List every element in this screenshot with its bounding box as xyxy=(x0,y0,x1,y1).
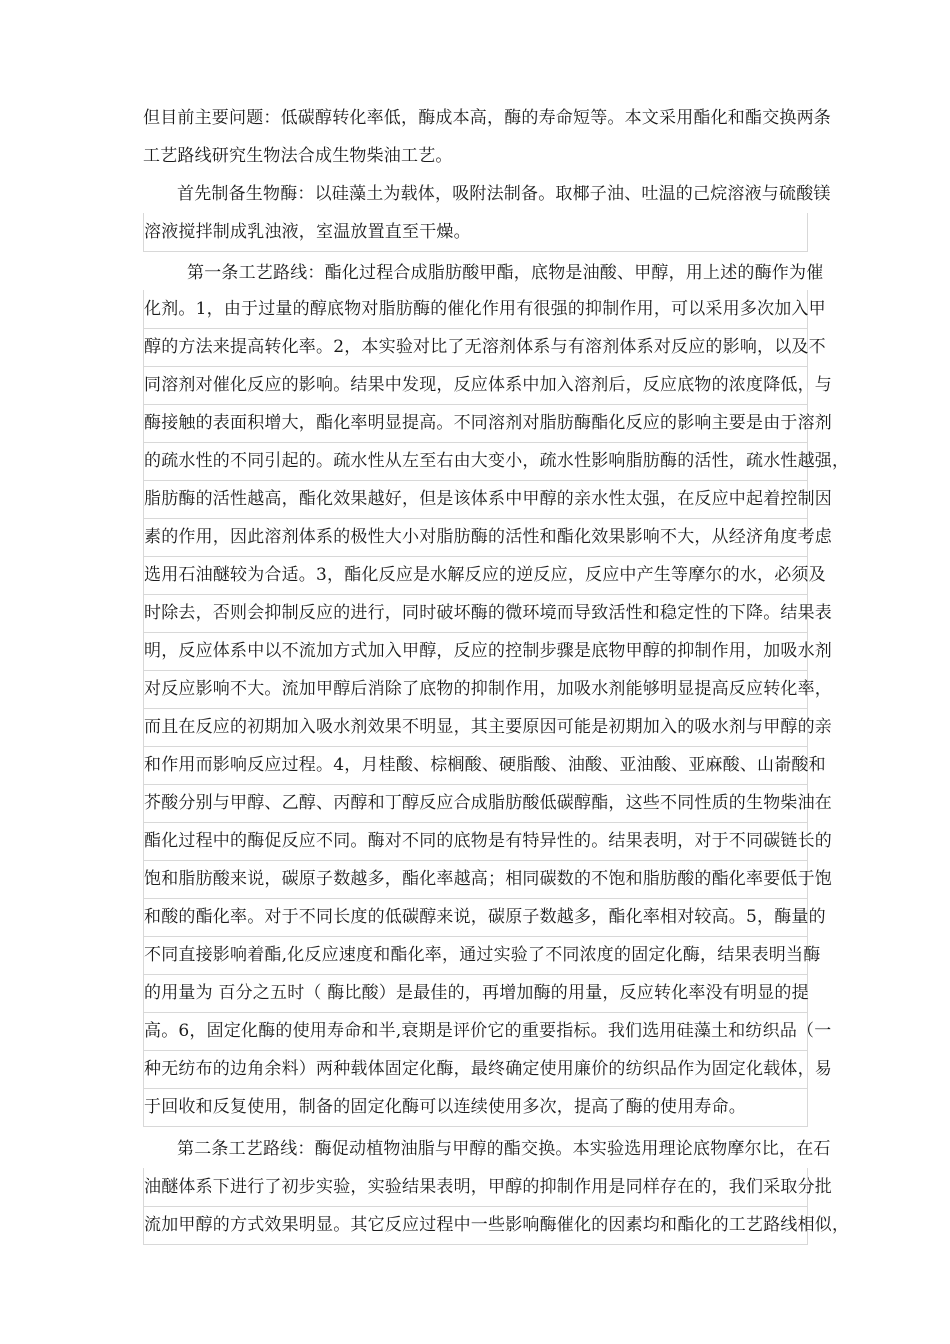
text-line: 素的作用，因此溶剂体系的极性大小对脂肪酶的活性和酯化效果影响不大，从经济角度考虑 xyxy=(143,518,808,557)
text-line: 时除去，否则会抑制反应的进行，同时破坏酶的微环境而导致活性和稳定性的下降。结果表 xyxy=(143,594,808,633)
text-line: 种无纺布的边角余料）两种载体固定化酶，最终确定使用廉价的纺织品作为固定化载体，易 xyxy=(143,1050,808,1089)
text-line: 首先制备生物酶：以硅藻土为载体，吸附法制备。取椰子油、吐温的己烷溶液与硫酸镁 xyxy=(177,184,831,204)
text-line: 高。6，固定化酶的使用寿命和半,衰期是评价它的重要指标。我们选用硅藻土和纺织品（一 xyxy=(143,1012,808,1051)
text-line: 饱和脂肪酸来说，碳原子数越多，酯化率越高；相同碳数的不饱和脂肪酸的酯化率要低于饱 xyxy=(143,860,808,899)
text-line: 的用量为 百分之五时（ 酶比酸）是最佳的，再增加酶的用量，反应转化率没有明显的提 xyxy=(143,974,808,1013)
text-line: 的疏水性的不同引起的。疏水性从左至右由大变小，疏水性影响脂肪酶的活性，疏水性越强， xyxy=(143,442,808,481)
text-line: 化剂。1，由于过量的醇底物对脂肪酶的催化作用有很强的抑制作用，可以采用多次加入甲 xyxy=(143,290,808,329)
text-line: 和作用而影响反应过程。4，月桂酸、棕榈酸、硬脂酸、油酸、亚油酸、亚麻酸、山嵛酸和 xyxy=(143,746,808,785)
text-line: 醇的方法来提高转化率。2，本实验对比了无溶剂体系与有溶剂体系对反应的影响，以及不 xyxy=(143,328,808,367)
text-line: 工艺路线研究生物法合成生物柴油工艺。 xyxy=(143,146,453,166)
text-line: 明，反应体系中以不流加方式加入甲醇，反应的控制步骤是底物甲醇的抑制作用，加吸水剂 xyxy=(143,632,808,671)
text-line: 第一条工艺路线：酯化过程合成脂肪酸甲酯，底物是油酸、甲醇，用上述的酶作为催 xyxy=(187,263,824,283)
text-line: 脂肪酶的活性越高，酯化效果越好，但是该体系中甲醇的亲水性太强，在反应中起着控制因 xyxy=(143,480,808,519)
text-line: 对反应影响不大。流加甲醇后消除了底物的抑制作用，加吸水剂能够明显提高反应转化率， xyxy=(143,670,808,709)
text-line: 第二条工艺路线：酶促动植物油脂与甲醇的酯交换。本实验选用理论底物摩尔比，在石 xyxy=(177,1139,831,1159)
text-line: 酯化过程中的酶促反应不同。酶对不同的底物是有特异性的。结果表明，对于不同碳链长的 xyxy=(143,822,808,861)
text-line: 于回收和反复使用，制备的固定化酶可以连续使用多次，提高了酶的使用寿命。 xyxy=(143,1088,808,1127)
text-line: 流加甲醇的方式效果明显。其它反应过程中一些影响酶催化的因素均和酯化的工艺路线相似， xyxy=(143,1206,808,1245)
text-line: 油醚体系下进行了初步实验，实验结果表明，甲醇的抑制作用是同样存在的，我们采取分批 xyxy=(143,1168,808,1207)
text-line: 和酸的酯化率。对于不同长度的低碳醇来说，碳原子数越多，酯化率相对较高。5，酶量的 xyxy=(143,898,808,937)
text-line: 溶液搅拌制成乳浊液，室温放置直至干燥。 xyxy=(143,213,808,252)
text-line: 酶接触的表面积增大，酯化率明显提高。不同溶剂对脂肪酶酯化反应的影响主要是由于溶剂 xyxy=(143,404,808,443)
text-line: 不同直接影响着酯,化反应速度和酯化率，通过实验了不同浓度的固定化酶，结果表明当酶 xyxy=(143,936,808,975)
text-line: 同溶剂对催化反应的影响。结果中发现，反应体系中加入溶剂后，反应底物的浓度降低，与 xyxy=(143,366,808,405)
text-line: 但目前主要问题：低碳醇转化率低，酶成本高，酶的寿命短等。本文采用酯化和酯交换两条 xyxy=(143,108,831,128)
text-line: 选用石油醚较为合适。3，酯化反应是水解反应的逆反应，反应中产生等摩尔的水，必须及 xyxy=(143,556,808,595)
text-line: 而且在反应的初期加入吸水剂效果不明显，其主要原因可能是初期加入的吸水剂与甲醇的亲 xyxy=(143,708,808,747)
text-line: 芥酸分别与甲醇、乙醇、丙醇和丁醇反应合成脂肪酸低碳醇酯，这些不同性质的生物柴油在 xyxy=(143,784,808,823)
